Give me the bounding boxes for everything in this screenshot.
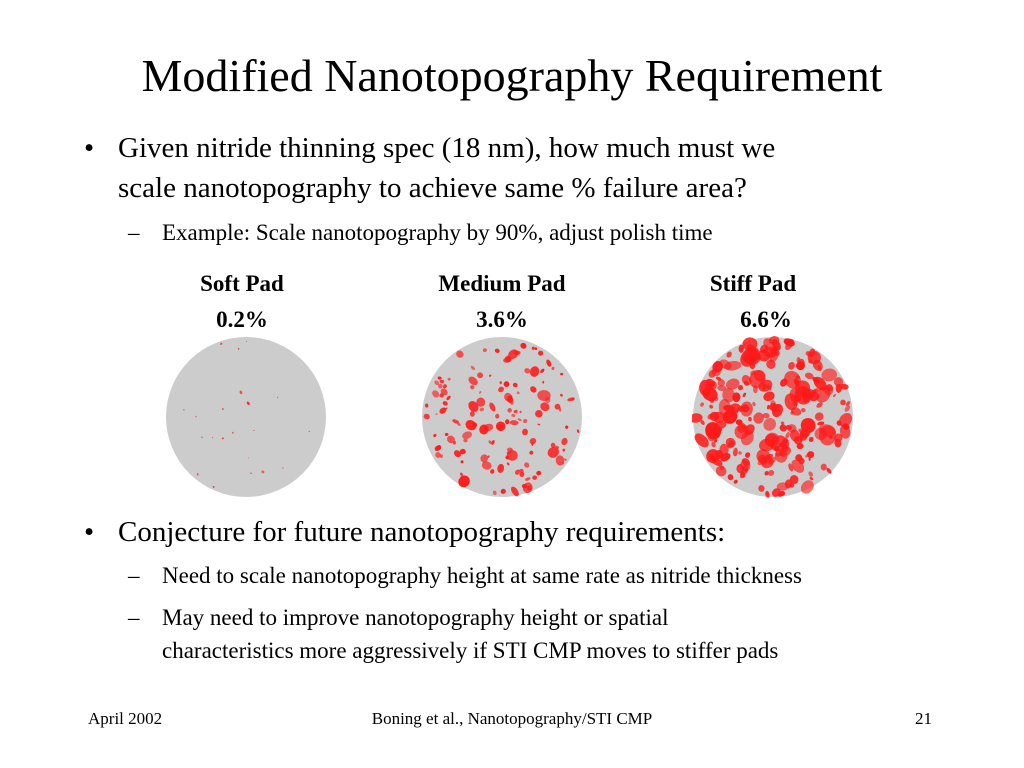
pad-label-medium [402, 266, 602, 338]
sub-bullet-text-line-1: May need to improve nanotopography height or spatial [162, 605, 669, 630]
sub-bullet-improve-characteristics [128, 601, 988, 667]
footer-page-number: 21 [915, 709, 932, 728]
bullet-marker: • [84, 132, 95, 164]
footer-source: Boning et al., Nanotopography/STI CMP [371, 709, 653, 728]
sub-bullet-marker: – [128, 563, 140, 588]
sub-bullet-text: Example: Scale nanotopography by 90%, adjust polish time [162, 220, 713, 245]
bullet-nitride-thinning [84, 128, 984, 208]
sub-bullet-text-line-2: characteristics more aggressively if STI CMP moves to stiffer pads [162, 638, 779, 663]
pad-failure-value: 0.2% [216, 307, 268, 332]
wafer-disc [166, 337, 326, 497]
pad-name: Soft Pad [200, 271, 284, 296]
failure-spot [505, 419, 509, 424]
sub-bullet-example [128, 216, 988, 249]
bullet-text: Conjecture for future nanotopography requirements: [118, 516, 726, 548]
pad-name: Medium Pad [438, 271, 566, 296]
pad-label-stiff [653, 266, 853, 338]
pad-failure-value: 6.6% [740, 307, 792, 332]
bullet-marker: • [84, 516, 95, 548]
wafer-disc [422, 337, 582, 497]
slide-title: Modified Nanotopography Requirement [141, 50, 883, 101]
sub-bullet-scale-height [128, 559, 988, 592]
pad-label-soft [142, 266, 342, 338]
wafer-map-medium-pad [421, 336, 583, 498]
wafer-map-stiff-pad [692, 336, 854, 498]
sub-bullet-text: Need to scale nanotopography height at same rate as nitride thickness [162, 563, 802, 588]
sub-bullet-marker: – [128, 220, 140, 245]
failure-spot [440, 380, 445, 383]
pad-failure-value: 3.6% [476, 307, 528, 332]
wafer-map-soft-pad [165, 336, 327, 498]
bullet-conjecture [84, 512, 984, 552]
footer-date: April 2002 [88, 709, 163, 728]
sub-bullet-marker: – [128, 605, 140, 630]
bullet-text-line-2: scale nanotopography to achieve same % failure area? [118, 172, 747, 204]
bullet-text-line-1: Given nitride thinning spec (18 nm), how much must we [118, 132, 776, 164]
pad-name: Stiff Pad [709, 271, 797, 296]
